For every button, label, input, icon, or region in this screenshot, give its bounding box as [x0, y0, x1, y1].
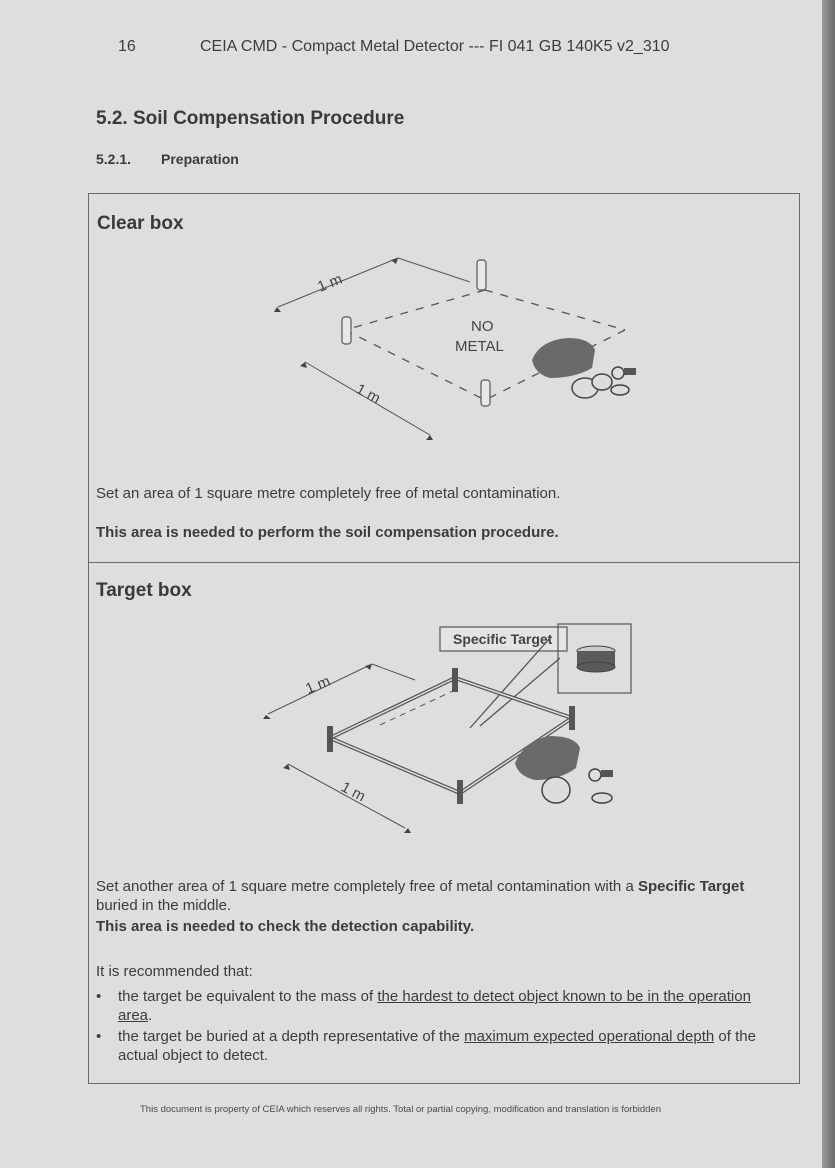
page-binding-edge	[822, 0, 835, 1168]
box-divider	[88, 562, 799, 563]
bullet-icon: •	[96, 988, 102, 1005]
target-box-text-part1: Set another area of 1 square metre completely free of metal contamination with a	[96, 878, 638, 895]
bullet2-end: of the actual object to detect.	[118, 1028, 756, 1064]
subsection-number: 5.2.1.	[96, 151, 132, 167]
no-metal-label-line1: NO	[471, 318, 494, 335]
target-box-text-part3: buried in the middle.	[96, 897, 232, 914]
specific-target-bold: Specific Target	[637, 878, 745, 895]
no-metal-icon	[532, 338, 595, 378]
page-number: 16	[118, 38, 136, 55]
target-box-note: This area is needed to check the detection capability.	[96, 918, 475, 935]
target-box-diagram	[250, 618, 650, 838]
clear-dim-top: 1 m	[315, 270, 345, 296]
bullet-icon: •	[96, 1028, 102, 1045]
recommend-intro: It is recommended that:	[96, 963, 253, 980]
subsection-heading	[96, 151, 239, 167]
subsection-title: Preparation	[161, 151, 239, 167]
no-metal-icon	[515, 736, 580, 780]
clear-box-title: Clear box	[97, 213, 184, 234]
target-box-title: Target box	[96, 580, 192, 601]
section-title: 5.2. Soil Compensation Procedure	[96, 108, 405, 129]
bullet1-underlined: the hardest to detect object known to be in the operation area	[118, 988, 751, 1024]
page-header	[118, 38, 670, 56]
no-metal-label-line2: METAL	[455, 338, 504, 355]
clear-box-text: Set an area of 1 square metre completely free of metal contamination.	[96, 485, 561, 502]
document-title: CEIA CMD - Compact Metal Detector --- FI 041 GB 140K5 v2_310	[200, 38, 670, 55]
target-box-text	[96, 877, 786, 915]
target-dim-bottom: 1 m	[338, 778, 369, 806]
clear-dim-bottom: 1 m	[353, 380, 384, 408]
bullet1-end: .	[148, 1007, 153, 1024]
footer-rule	[88, 1083, 799, 1084]
clear-box-note: This area is needed to perform the soil compensation procedure.	[96, 524, 559, 541]
bullet2-text: the target be buried at a depth representative of the	[118, 1028, 465, 1045]
target-dim-top: 1 m	[303, 672, 333, 698]
page-footer: This document is property of CEIA which reserves all rights. Total or partial copying, modification and translation is forbidden	[140, 1104, 661, 1115]
clear-box-diagram	[250, 250, 650, 450]
specific-target-label: Specific Target	[453, 631, 553, 647]
arrow-icon	[274, 307, 281, 312]
bullet2-underlined: maximum expected operational depth	[464, 1028, 715, 1045]
bullet1-text: the target be equivalent to the mass of	[118, 988, 378, 1005]
